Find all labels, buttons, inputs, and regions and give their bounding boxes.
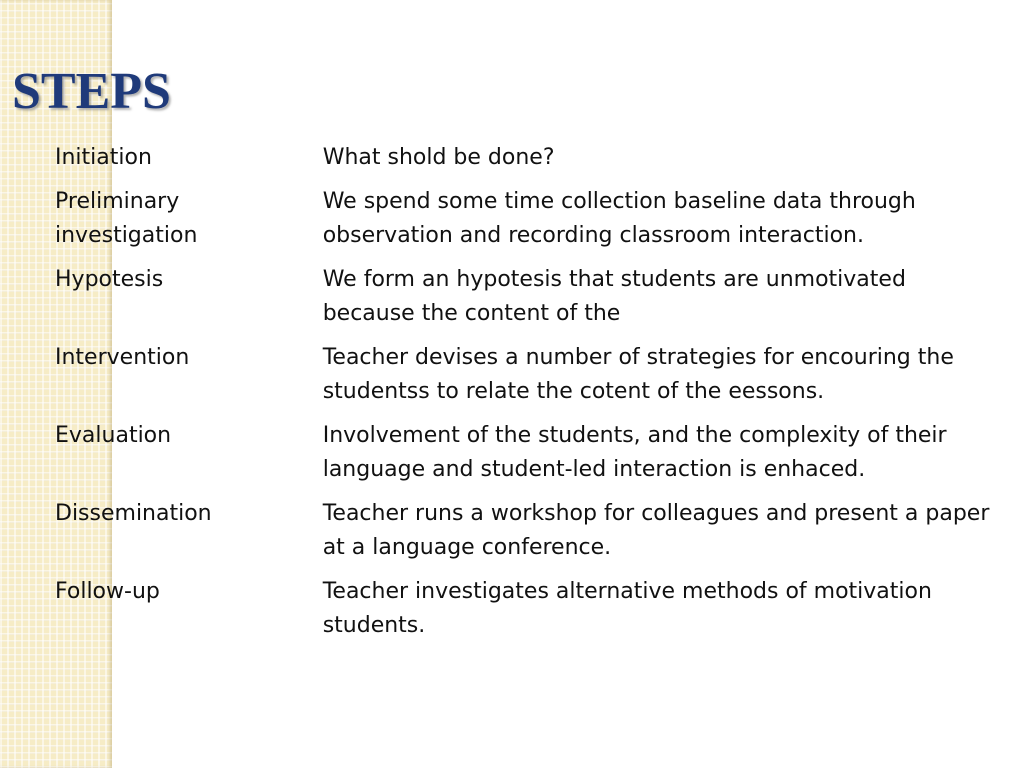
step-name: Initiation <box>55 145 152 170</box>
step-description: We spend some time collection baseline data through observation and recording classroom interaction. <box>322 189 916 248</box>
step-name: Preliminary investigation <box>55 189 198 248</box>
step-name: Evaluation <box>55 423 172 448</box>
table-row <box>55 497 995 575</box>
step-description: Involvement of the students, and the complexity of their language and student-led interaction is enhaced. <box>322 423 947 482</box>
table-row <box>55 185 995 263</box>
table-row <box>55 263 995 341</box>
table-row <box>55 141 995 185</box>
table-row <box>55 419 995 497</box>
step-description: Teacher runs a workshop for colleagues and present a paper at a language conference. <box>322 501 990 560</box>
steps-table <box>55 141 995 653</box>
table-row <box>55 575 995 653</box>
step-description: Teacher investigates alternative methods of motivation students. <box>322 579 932 638</box>
step-name: Intervention <box>55 345 190 370</box>
step-description: What shold be done? <box>322 145 555 170</box>
step-description: We form an hypotesis that students are unmotivated because the content of the <box>322 267 906 326</box>
step-description: Teacher devises a number of strategies for encouring the studentss to relate the cotent of the eessons. <box>322 345 954 404</box>
step-name: Hypotesis <box>55 267 164 292</box>
step-name: Follow-up <box>55 579 160 604</box>
table-row <box>55 341 995 419</box>
slide-title: STEPS <box>12 63 171 120</box>
step-name: Dissemination <box>55 501 212 526</box>
